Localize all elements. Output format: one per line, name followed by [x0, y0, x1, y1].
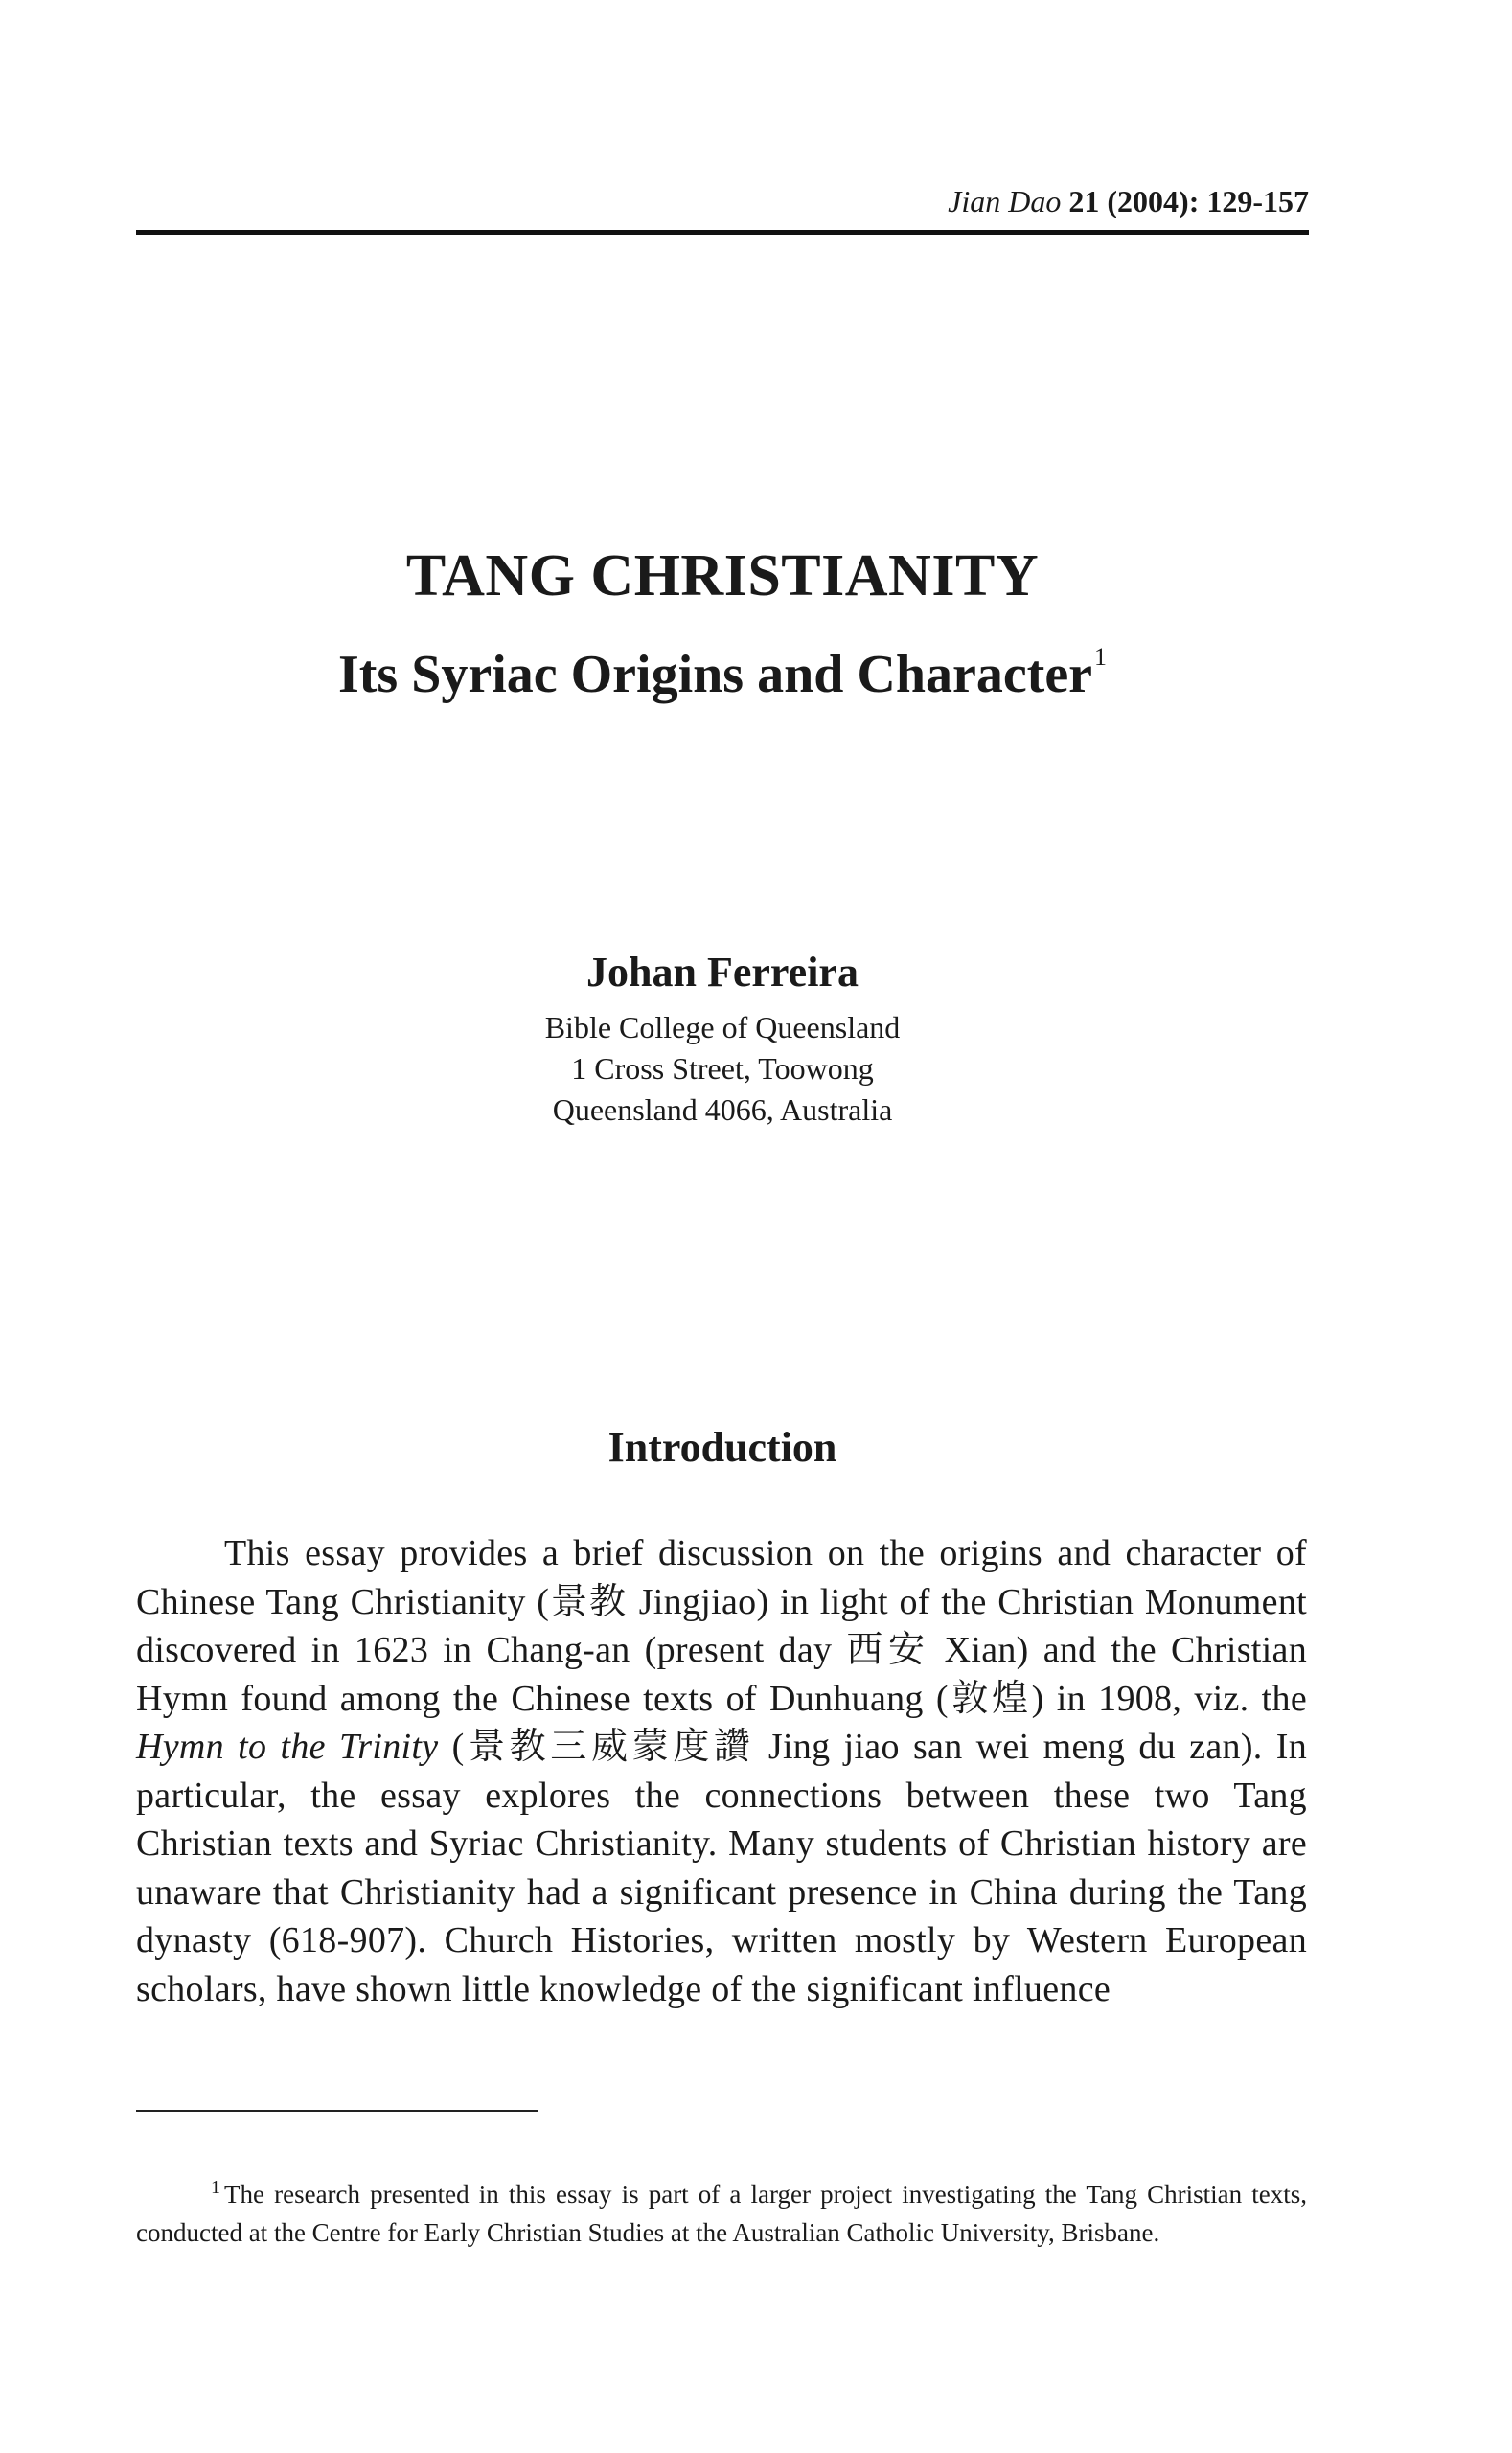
hymn-title: Hymn to the Trinity — [136, 1727, 439, 1767]
body-text: (景教三威蒙度讚 Jing jiao san wei meng du zan). In particular, the essay explores the connections between these two Tang Christian texts and Syriac Christianity. Many students of Christian history are unaware that Christianity had a significant presence in China during the Tang dynasty (618-907). Church Histories, written mostly by Western European scholars, have shown little knowledge of the significant influence — [136, 1727, 1308, 2009]
footnote-reference[interactable]: 1 — [1094, 643, 1108, 671]
footnote — [136, 2168, 1307, 2252]
journal-name: Jian Dao — [948, 184, 1062, 218]
footnote-text: The research presented in this essay is part of a larger project investigating the Tang Christian texts, conducted at the Centre for Early Christian Studies at the Australian Catholic University, Brisbane. — [136, 2180, 1307, 2247]
footnote-marker: 1 — [211, 2177, 220, 2198]
affiliation-line: Queensland 4066, Australia — [552, 1092, 893, 1127]
running-head — [948, 184, 1309, 219]
article-title: TANG CHRISTIANITY — [405, 543, 1040, 608]
author-block — [136, 944, 1309, 1131]
section-heading: Introduction — [607, 1424, 837, 1471]
affiliation-line: 1 Cross Street, Toowong — [571, 1051, 874, 1086]
author-name: Johan Ferreira — [586, 949, 859, 996]
article-subtitle-text: Its Syriac Origins and Character — [337, 645, 1093, 704]
article-title-block — [136, 537, 1309, 717]
header-rule — [136, 230, 1309, 235]
journal-issue: 21 (2004): 129-157 — [1068, 184, 1309, 218]
body-paragraph — [136, 1529, 1307, 2013]
affiliation-line: Bible College of Queensland — [544, 1010, 901, 1044]
body-text: This essay provides a brief discussion on the origins and character of Chinese Tang Christianity (景教 Jingjiao) in light of the Christian Monument discovered in 1623 in Chang-an (present day 西安 Xian) and the Christian Hymn found among the Chinese texts of Dunhuang (敦煌) in 1908, viz. the — [136, 1533, 1307, 1719]
footnote-rule — [136, 2110, 538, 2112]
article-subtitle — [136, 615, 1309, 717]
